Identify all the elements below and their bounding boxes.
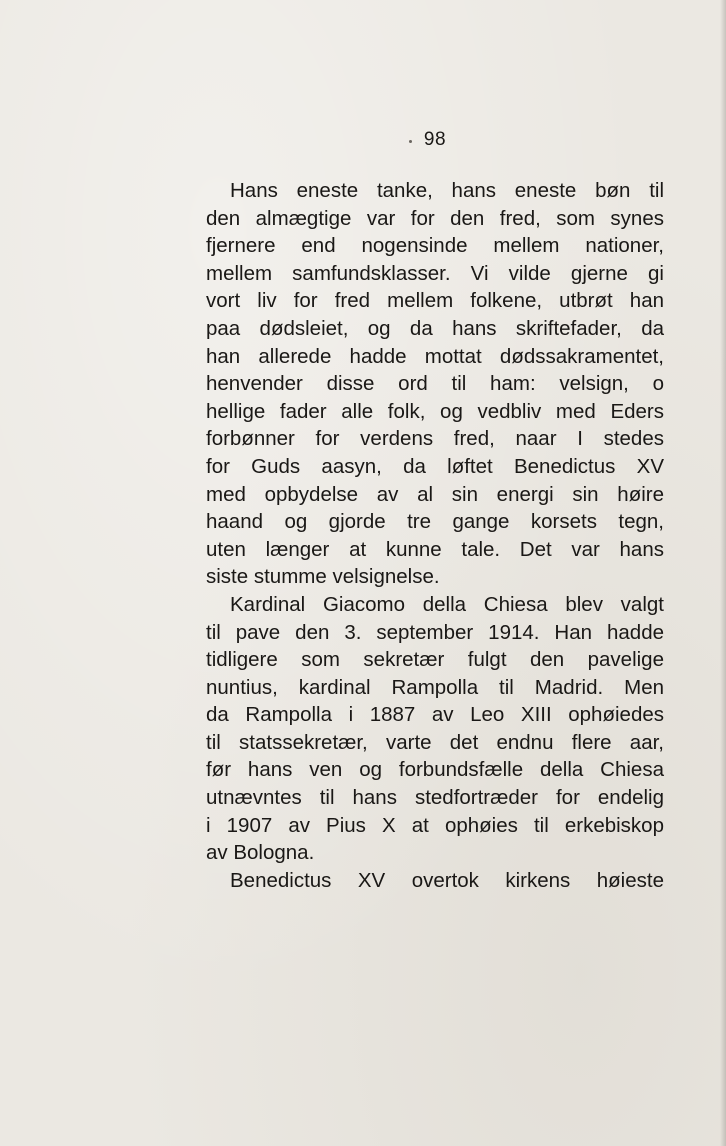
text-line: av Bologna. <box>206 841 315 865</box>
text-line: henvender disse ord til ham: velsign, o <box>206 372 664 396</box>
text-line: forbønner for verdens fred, naar I stedes <box>206 427 664 451</box>
text-line: utnævntes til hans stedfortræder for endelig <box>206 786 664 810</box>
text-line: tidligere som sekretær fulgt den pavelige <box>206 648 664 672</box>
text-line: til statssekretær, varte det endnu flere aar, <box>206 730 664 754</box>
body-text <box>206 177 664 894</box>
text-line: haand og gjorde tre gange korsets tegn, <box>206 510 664 534</box>
text-line: Hans eneste tanke, hans eneste bøn til <box>230 179 664 202</box>
text-line: til pave den 3. september 1914. Han hadde <box>206 620 664 644</box>
text-line: Benedictus XV overtok kirkens høieste <box>230 868 664 892</box>
text-line: paa dødsleiet, og da hans skriftefader, da <box>206 316 664 340</box>
text-line: den almægtige var for den fred, som synes <box>206 206 664 230</box>
text-line: siste stumme velsignelse. <box>206 565 440 589</box>
text-line: hellige fader alle folk, og vedbliv med Eders <box>206 399 664 423</box>
text-line: da Rampolla i 1887 av Leo XIII ophøiedes <box>206 703 664 727</box>
text-line: fjernere end nogensinde mellem nationer, <box>206 234 664 258</box>
page-number: 98 <box>423 129 447 150</box>
text-line: uten længer at kunne tale. Det var hans <box>206 537 664 561</box>
text-line: før hans ven og forbundsfælle della Chiesa <box>206 758 664 782</box>
text-line: i 1907 av Pius X at ophøies til erkebiskop <box>206 813 664 837</box>
text-line: vort liv for fred mellem folkene, utbrøt han <box>206 289 664 313</box>
text-line: mellem samfundsklasser. Vi vilde gjerne gi <box>206 261 664 285</box>
text-line: for Guds aasyn, da løftet Benedictus XV <box>206 454 664 478</box>
page-edge-shadow <box>720 0 726 1146</box>
text-line: med opbydelse av al sin energi sin høire <box>206 482 664 506</box>
text-line: nuntius, kardinal Rampolla til Madrid. Men <box>206 675 664 699</box>
text-line: han allerede hadde mottat dødssakramentet, <box>206 344 664 368</box>
text-line: Kardinal Giacomo della Chiesa blev valgt <box>230 592 664 616</box>
